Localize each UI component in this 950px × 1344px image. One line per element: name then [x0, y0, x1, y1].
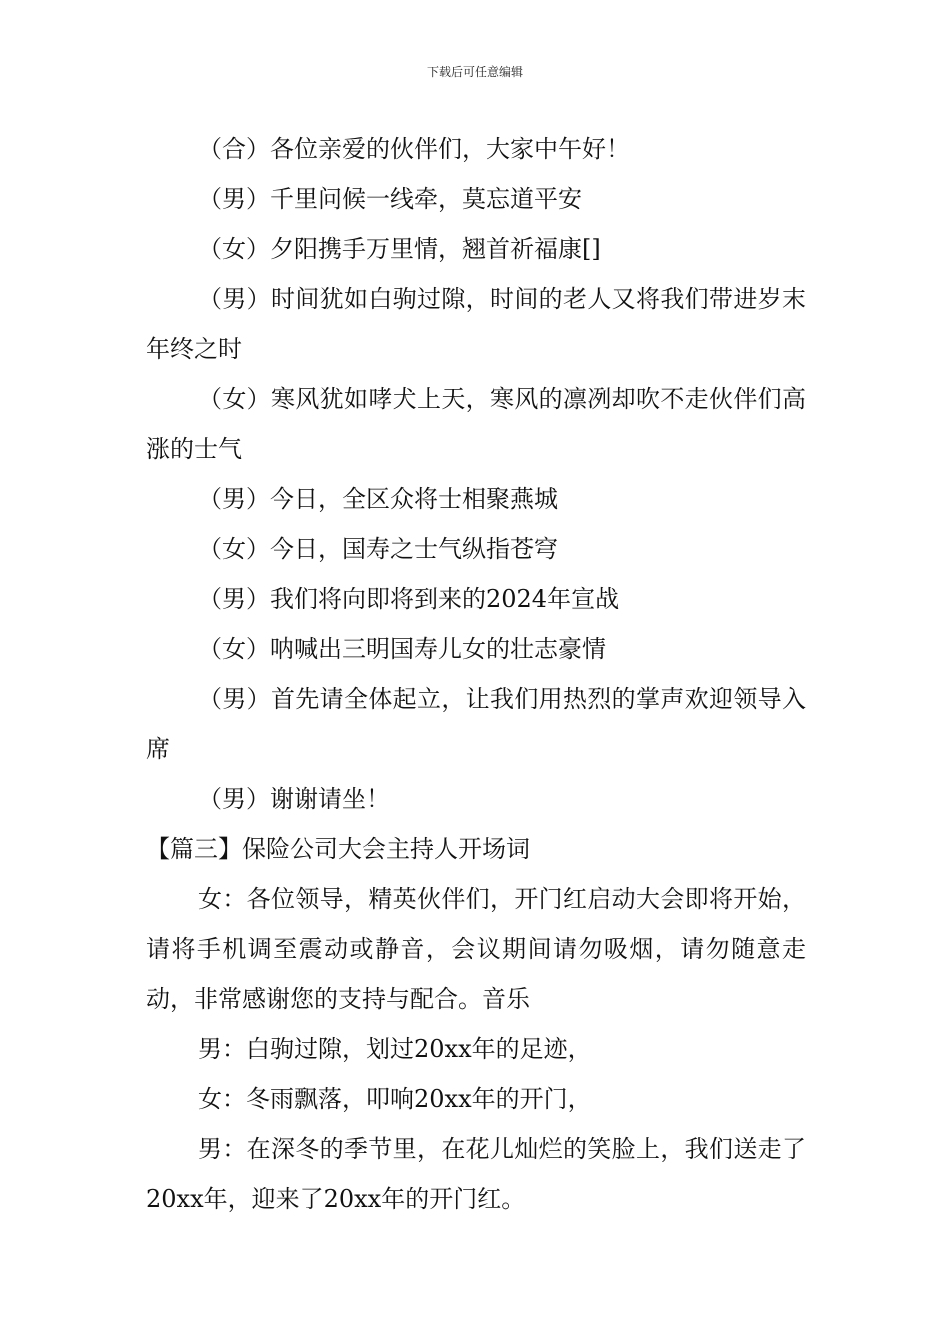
paragraph: （合）各位亲爱的伙伴们，大家中午好！ — [198, 135, 630, 163]
paragraph: （男）时间犹如白驹过隙，时间的老人又将我们带进岁末年终之时 — [146, 285, 806, 363]
paragraph: （男）谢谢请坐！ — [198, 785, 390, 813]
paragraph: （女）寒风犹如哮犬上天，寒风的凛冽却吹不走伙伴们高涨的士气 — [146, 385, 806, 463]
paragraph: （男）今日，全区众将士相聚燕城 — [198, 485, 558, 513]
section-paragraph: 男：白驹过隙，划过20xx年的足迹， — [198, 1035, 592, 1063]
section-paragraph: 男：在深冬的季节里，在花儿灿烂的笑脸上，我们送走了20xx年，迎来了20xx年的开门红。 — [146, 1135, 806, 1213]
section-paragraph: 女：冬雨飘落，叩响20xx年的开门， — [198, 1085, 592, 1113]
section-heading: 【篇三】保险公司大会主持人开场词 — [146, 835, 530, 863]
page-header-note: 下载后可任意编辑 — [426, 65, 523, 79]
document-body — [146, 124, 806, 1224]
paragraph: （男）我们将向即将到来的2024年宣战 — [198, 585, 620, 613]
section-paragraph: 女：各位领导，精英伙伴们，开门红启动大会即将开始，请将手机调至震动或静音，会议期间请勿吸烟，请勿随意走动，非常感谢您的支持与配合。音乐 — [146, 885, 806, 1013]
paragraph: （女）夕阳携手万里情，翘首祈福康[] — [198, 235, 601, 263]
paragraph: （女）呐喊出三明国寿儿女的壮志豪情 — [198, 635, 606, 663]
paragraph: （女）今日，国寿之士气纵指苍穹 — [198, 535, 558, 563]
paragraph: （男）首先请全体起立，让我们用热烈的掌声欢迎领导入席 — [146, 685, 806, 763]
paragraph: （男）千里问候一线牵，莫忘道平安 — [198, 185, 582, 213]
